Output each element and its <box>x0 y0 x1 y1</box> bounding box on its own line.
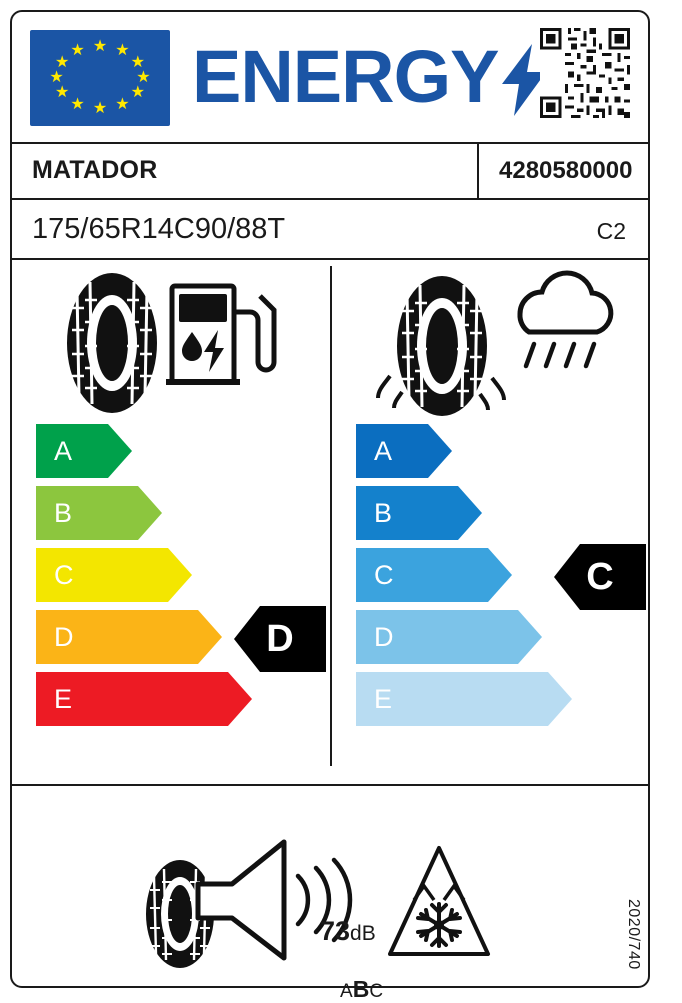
brand-separator <box>477 144 479 198</box>
fuel-selected-marker: D <box>234 606 326 672</box>
wet-grade-E: E <box>356 672 572 726</box>
panel-divider <box>330 266 332 766</box>
noise-class-c: C <box>369 981 384 1002</box>
wet-grade-list <box>342 420 642 730</box>
energy-wordmark: ENERGY <box>192 35 499 118</box>
tyre-energy-label <box>10 10 650 1002</box>
grade-row <box>22 668 322 730</box>
fuel-efficiency-pictogram <box>22 268 322 418</box>
noise-class-a: A <box>340 981 353 1002</box>
wet-grade-C: C <box>356 548 512 602</box>
grade-row <box>22 420 322 482</box>
wet-grade-D: D <box>356 610 542 664</box>
qr-code-icon <box>540 28 630 118</box>
bottom-section <box>12 788 648 1002</box>
noise-unit: dB <box>350 922 376 945</box>
date-code: 2020/740 <box>625 899 642 970</box>
wet-grade-A: A <box>356 424 452 478</box>
grades-panels <box>12 260 648 780</box>
grade-row <box>342 544 642 606</box>
fuel-pump-icon <box>166 286 274 382</box>
fuel-grade-A: A <box>36 424 132 478</box>
grade-row <box>342 606 642 668</box>
noise-class-b-selected: B <box>352 976 370 1002</box>
fuel-grade-B: B <box>36 486 162 540</box>
wet-grip-pictogram <box>342 268 642 418</box>
wet-grade-B: B <box>356 486 482 540</box>
tyre-icon <box>67 273 157 413</box>
rain-cloud-icon <box>520 273 611 366</box>
tyre-size-row <box>12 200 648 258</box>
fuel-grade-list <box>22 420 322 730</box>
tyre-size: 175/65R14C90/88T <box>32 213 286 245</box>
grade-row <box>22 606 322 668</box>
three-peak-mountain-snowflake-icon <box>384 842 494 962</box>
label-header <box>12 12 648 140</box>
noise-class-block <box>132 836 384 1002</box>
grade-row <box>342 482 642 544</box>
snow-grip-block <box>384 842 494 962</box>
grade-row <box>342 420 642 482</box>
fuel-grade-C: C <box>36 548 192 602</box>
tyre-class: C2 <box>596 218 626 244</box>
noise-value: 73 <box>320 916 351 946</box>
grade-row <box>22 544 322 606</box>
noise-class-scale <box>340 976 383 1003</box>
fuel-grade-E: E <box>36 672 252 726</box>
grade-row <box>342 668 642 730</box>
divider-bottom <box>12 784 648 786</box>
fuel-drop-and-bolt-icon <box>182 330 224 372</box>
grade-row <box>22 482 322 544</box>
brand-name: MATADOR <box>32 156 158 184</box>
eu-flag-icon: ★ ★ ★ ★ ★ ★ ★ ★ ★ ★ ★ ★ <box>30 30 170 126</box>
brand-row <box>12 144 648 198</box>
tyre-wet-icon <box>397 276 487 416</box>
wet-selected-marker: C <box>554 544 646 610</box>
article-code: 4280580000 <box>499 157 633 184</box>
noise-value-group <box>320 916 376 947</box>
fuel-grade-D: D <box>36 610 222 664</box>
